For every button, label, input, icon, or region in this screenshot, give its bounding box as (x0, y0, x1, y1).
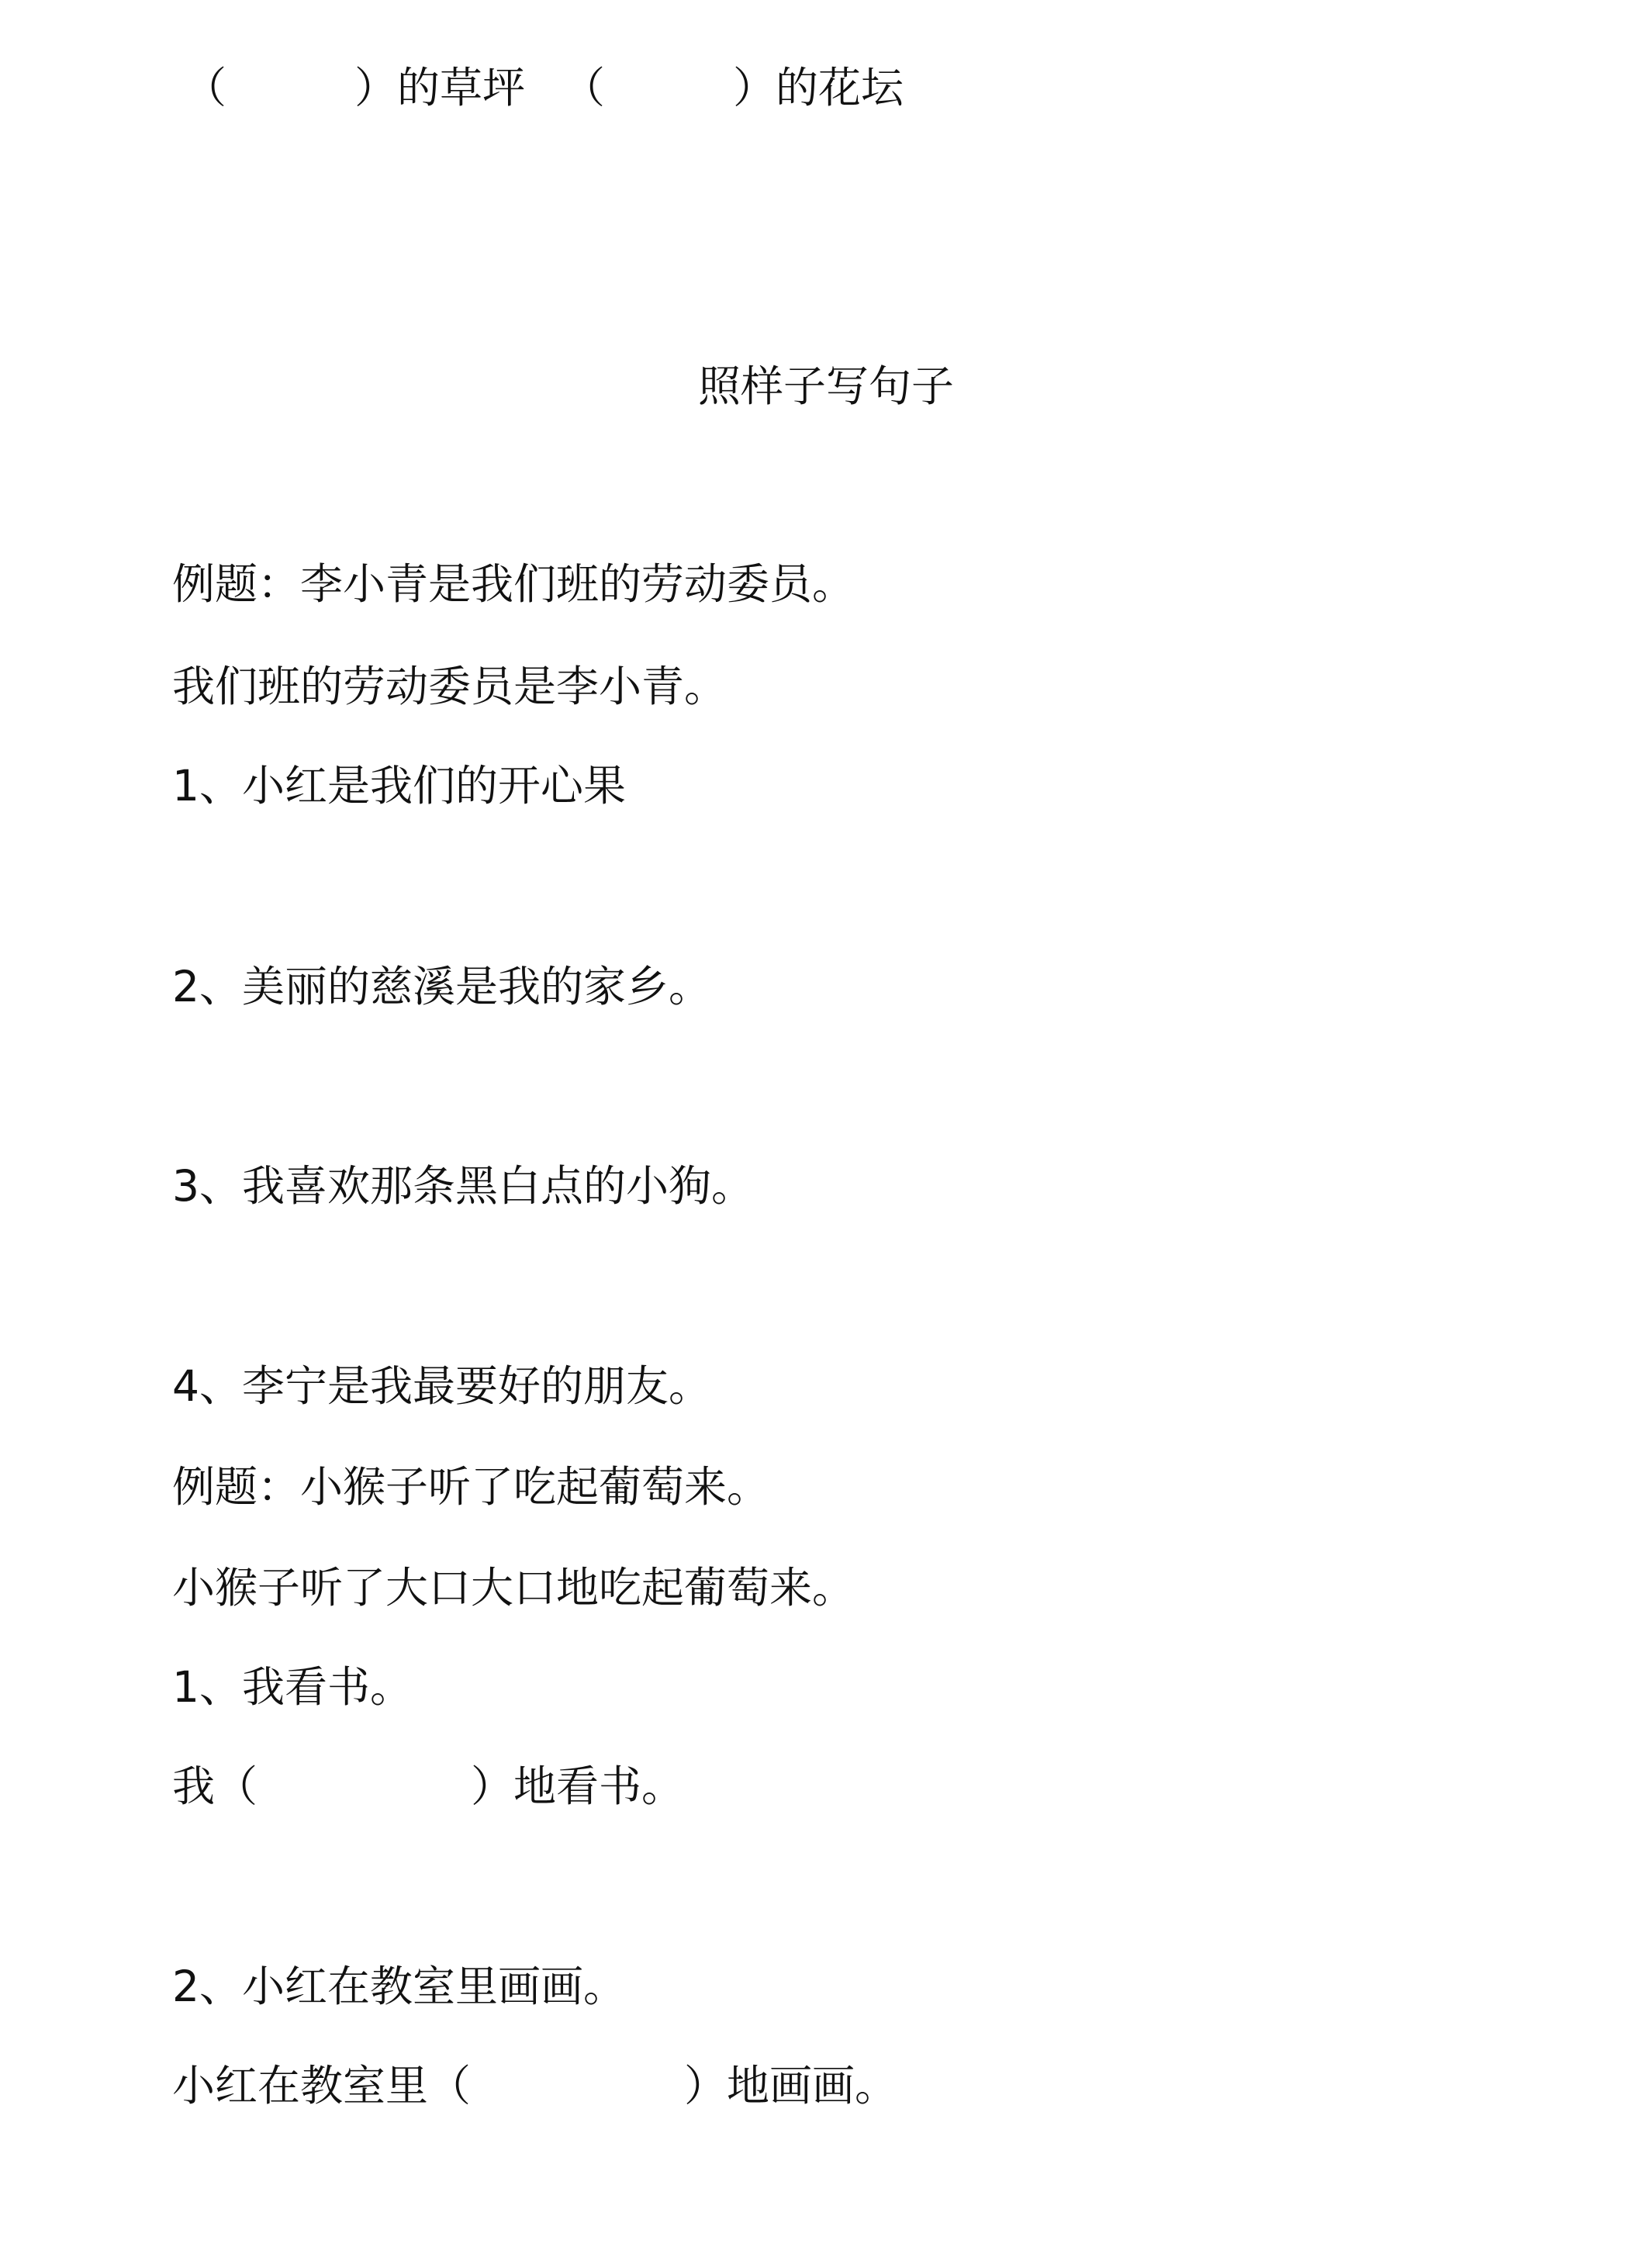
question-4: 4、李宁是我最要好的朋友。 (172, 1361, 711, 1411)
question-2: 2、美丽的慈溪是我的家乡。 (172, 962, 711, 1011)
part2-question-1-fill: 我（ ）地看书。 (172, 1761, 685, 1811)
question-3: 3、我喜欢那条黑白点的小狗。 (172, 1161, 754, 1211)
part2-question-1: 1、我看书。 (172, 1662, 413, 1712)
example-1-sentence: 例题：李小青是我们班的劳动委员。 (172, 559, 855, 609)
fill-phrase-flowerbed: （ ）的花坛 (562, 63, 904, 112)
section-title: 照样子写句子 (697, 361, 954, 411)
example-2-sentence: 例题：小猴子听了吃起葡萄来。 (172, 1462, 770, 1512)
example-1-answer: 我们班的劳动委员是李小青。 (172, 662, 728, 711)
fill-phrase-lawn: （ ）的草坪 (184, 63, 526, 112)
fill-phrases-line (184, 60, 904, 115)
part2-question-2-fill: 小红在教室里（ ）地画画。 (172, 2061, 898, 2111)
example-2-answer: 小猴子听了大口大口地吃起葡萄来。 (172, 1563, 855, 1613)
question-1: 1、小红是我们的开心果 (172, 761, 626, 811)
part2-question-2: 2、小红在教室里画画。 (172, 1962, 626, 2011)
